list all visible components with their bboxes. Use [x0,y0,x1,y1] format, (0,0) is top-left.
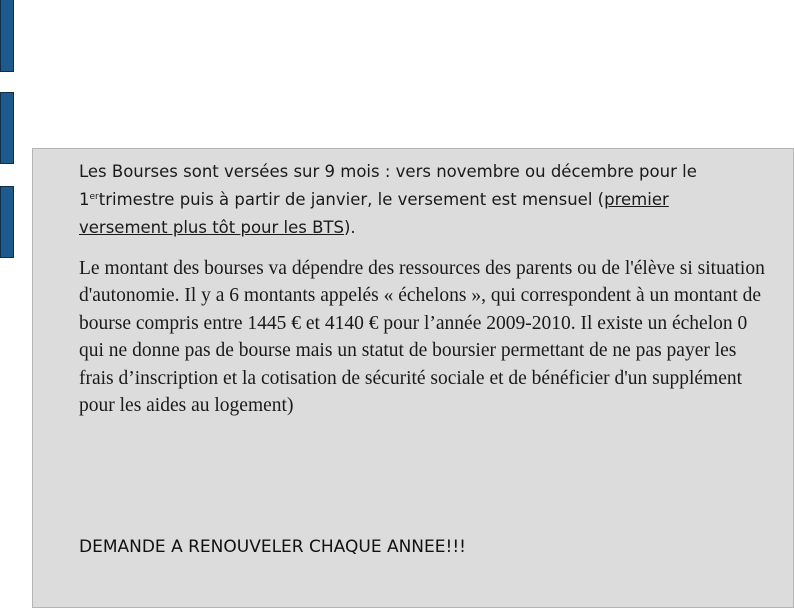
paragraph1-text-part1: Les Bourses sont versées sur 9 mois : vers novembre ou décembre pour le 1 [79,162,697,209]
scholarship-amount-paragraph: Le montant des bourses va dépendre des ressources des parents ou de l'élève si situation d'autonomie. Il y a 6 montants appelés « échelons », qui correspondent à un montant de bourse compris entre 1445 € et 4140 € pour l’année 2009-2010. Il existe un échelon 0 qui ne donne pas de bourse mais un statut de boursier permettant de ne pas payer les frais d’inscription et la cotisation de sécurité sociale et de bénéficier d'un supplément pour les aides au logement) [79,258,765,417]
decorative-side-bar-bottom [0,186,14,258]
scholarship-payment-paragraph [79,158,759,242]
decorative-side-bar-top [0,0,14,72]
paragraph1-text-part2: trimestre puis à partir de janvier, le versement est mensuel ( [98,190,605,209]
paragraph1-text-part3: ). [343,218,356,237]
ordinal-superscript: er [89,192,99,202]
renewal-notice: DEMANDE A RENOUVELER CHAQUE ANNEE!!! [79,537,466,557]
decorative-side-bar-middle [0,92,14,164]
underlined-bts-note: premier versement plus tôt pour les BTS [79,190,669,237]
